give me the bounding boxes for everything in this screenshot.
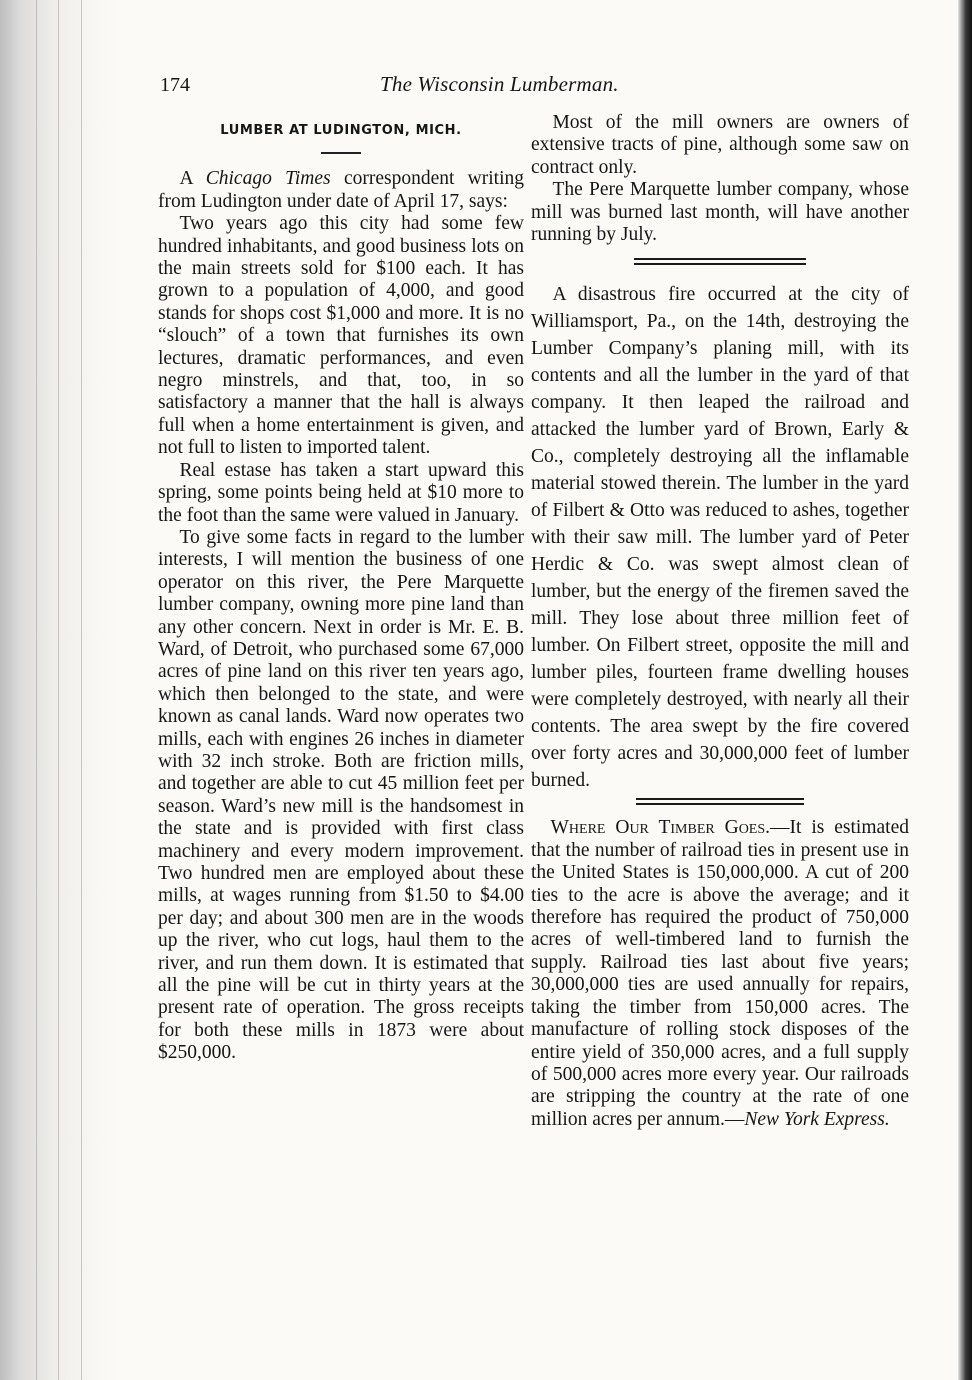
scan-line — [81, 0, 82, 1380]
article-intro — [158, 168, 524, 213]
right-column — [531, 112, 909, 1131]
scan-line — [58, 0, 59, 1380]
page-binding-shadow — [0, 0, 120, 1380]
paragraph: To give some facts in regard to the lumber interests, I will mention the business of one operator on this river, the Pere Marquette lumber company, owning more pine land than any other concern. Next in order is Mr. E. B. Ward, of Detroit, who purchased some 67,000 acres of pine land on this river ten years ago, which then belonged to the state, and were known as canal lands. Ward now operates two mills, each with engines 26 inches in diameter with 32 inch stroke. Both are friction mills, and together are able to cut 45 million feet per season. Ward’s new mill is the handsomest in the state and is provided with first class machinery and every modern improvement. Two hundred men are employed about these mills, at wages running from $1.50 to $4.00 per day; and about 300 men are in the woods up the river, who cut logs, haul them to the river, and run them down. It is estimated that all the pine will be cut in thirty years at the present rate of operation. The gross receipts for both these mills in 1873 were about $250,000. — [158, 526, 524, 1064]
timber-article — [531, 817, 909, 1131]
section-divider — [636, 798, 804, 805]
paragraph: Real estase has taken a start upward this spring, some points being held at $10 more to the foot than the same were valued in January. — [158, 459, 524, 526]
left-column — [158, 118, 524, 1065]
intro-word: A — [179, 168, 193, 190]
article-heading: Where Our Timber Goes. — [550, 817, 771, 839]
title-rule — [321, 152, 361, 154]
intro-text: correspondent writing from Ludington under date of April 17, says: — [158, 168, 525, 212]
page-number: 174 — [160, 74, 190, 96]
paragraph: The Pere Marquette lumber company, whose mill was burned last month, will have another running by July. — [531, 179, 909, 246]
paragraph: A disastrous fire occurred at the city of Williamsport, Pa., on the 14th, destroying the Lumber Company’s planing mill, with its contents and all the lumber in the yard of that company. It then leaped the railroad and attacked the lumber yard of Brown, Early & Co., completely destroying all the inflamable material stowed therein. The lumber in the yard of Filbert & Otto was reduced to ashes, together with their saw mill. The lumber yard of Peter Herdic & Co. was swept almost clean of lumber, but the energy of the firemen saved the mill. They lose about three million feet of lumber. On Filbert street, opposite the mill and lumber piles, fourteen frame dwelling houses were completely destroyed, with nearly all their contents. The area swept by the fire covered over forty acres and 30,000,000 feet of lumber burned. — [531, 284, 909, 792]
running-title: The Wisconsin Lumberman. — [380, 72, 619, 96]
page-edge-shadow — [958, 0, 972, 1380]
paragraph: Two years ago this city had some few hundred inhabitants, and good business lots on the main streets sold for $100 each. It has grown to a population of 4,000, and good stands for shops cost $1,000 and more. It is no “slouch” of a town that furnishes its own lectures, dramatic performances, and even negro minstrels, and that, too, in so satisfactory a manner that the hall is always full when a home entertainment is given, and not full to listen to imported talent. — [158, 213, 524, 459]
source-citation: New York Express. — [744, 1108, 890, 1130]
paragraph: Most of the mill owners are owners of extensive tracts of pine, although some saw on contract only. — [531, 112, 909, 178]
article-text: —It is estimated that the number of railroad ties in present use in the United States is 150,000,000. A cut of 200 ties to the acre is above the average; and it therefore has required the product of 750,000 acres of well-timbered land to furnish the supply. Railroad ties last about five years; 30,000,000 ties are used annually for repairs, taking the timber from 150,000 acres. The manufacture of rolling stock disposes of the entire yield of 350,000 acres, and a full supply of 500,000 acres more every year. Our railroads are stripping the country at the rate of one million acres per annum.— — [531, 817, 909, 1130]
section-divider — [634, 258, 806, 265]
fire-article — [531, 281, 909, 794]
scan-line — [36, 0, 37, 1380]
newspaper-name: Chicago Times — [205, 168, 331, 190]
article-title: LUMBER AT LUDINGTON, MICH. — [220, 123, 462, 138]
